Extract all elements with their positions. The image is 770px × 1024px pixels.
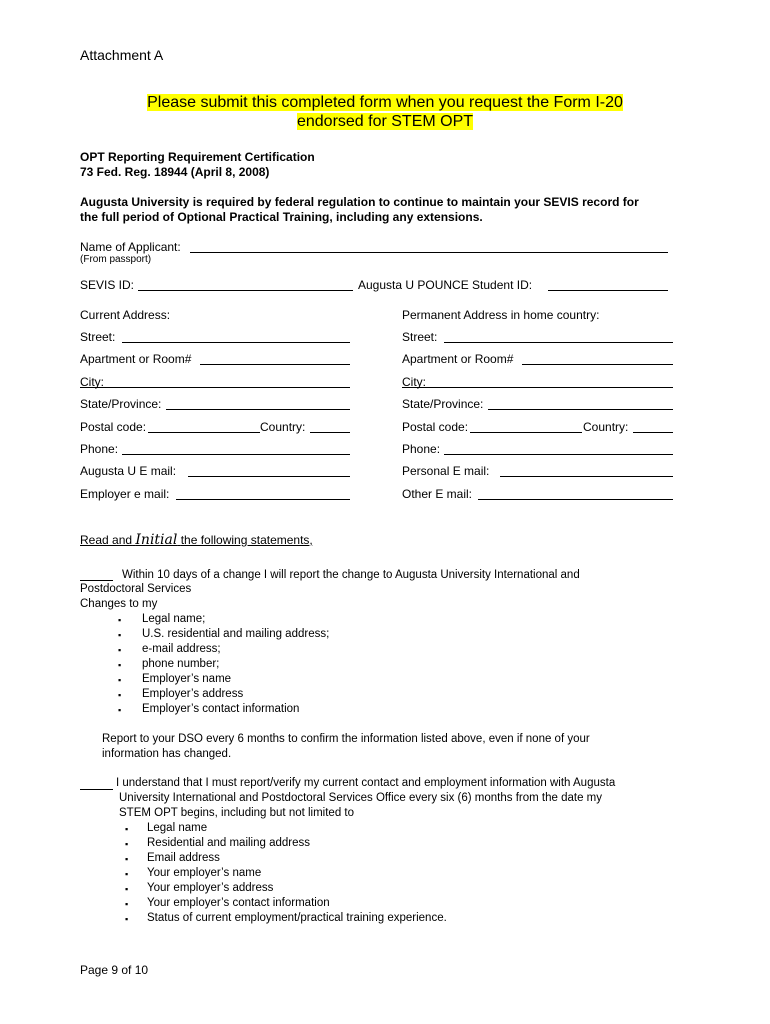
initial-field-1[interactable] xyxy=(80,580,113,581)
permanent-postal-field[interactable] xyxy=(470,432,582,433)
page-number: Page 9 of 10 xyxy=(80,963,149,977)
permanent-country-field[interactable] xyxy=(633,432,673,433)
read-and-initial-instruction xyxy=(80,532,313,548)
current-city-field[interactable] xyxy=(80,387,350,388)
list-item-text: Employer’s address xyxy=(142,688,244,700)
bullet-icon: ▪ xyxy=(118,645,122,655)
personal-email-label: Personal E mail: xyxy=(402,464,490,478)
list-item-text: Employer’s contact information xyxy=(142,703,300,715)
permanent-apartment-field[interactable] xyxy=(522,364,673,365)
certification-title: OPT Reporting Requirement Certification xyxy=(80,150,315,164)
bullet-icon: ▪ xyxy=(125,884,129,894)
list-item-text: U.S. residential and mailing address; xyxy=(142,628,330,640)
permanent-state-field[interactable] xyxy=(488,409,673,410)
bullet-icon: ▪ xyxy=(125,899,129,909)
list-item-text: Residential and mailing address xyxy=(147,837,311,849)
bullet-icon: ▪ xyxy=(118,690,122,700)
personal-email-field[interactable] xyxy=(500,476,673,477)
bullet-icon: ▪ xyxy=(125,839,129,849)
permanent-phone-field[interactable] xyxy=(444,454,673,455)
bullet-icon: ▪ xyxy=(125,914,129,924)
list-item-text: Legal name; xyxy=(142,613,206,625)
certification-intro-2: the full period of Optional Practical Training, including any extensions. xyxy=(80,210,483,224)
statement-1-line-3: Changes to my xyxy=(80,598,158,610)
sevis-id-field[interactable] xyxy=(138,290,353,291)
current-state-label: State/Province: xyxy=(80,397,162,411)
list-item-text: Status of current employment/practical training experience. xyxy=(147,912,447,924)
sevis-id-label: SEVIS ID: xyxy=(80,278,135,292)
statement-2-line-3: STEM OPT begins, including but not limited to xyxy=(119,807,355,819)
certification-reg: 73 Fed. Reg. 18944 (April 8, 2008) xyxy=(80,165,270,179)
banner-line-2: endorsed for STEM OPT xyxy=(296,113,474,130)
current-phone-label: Phone: xyxy=(80,442,119,456)
list-item-text: Email address xyxy=(147,852,220,864)
current-street-label: Street: xyxy=(80,330,116,344)
permanent-apartment-label: Apartment or Room# xyxy=(402,352,514,366)
current-apartment-field[interactable] xyxy=(200,364,350,365)
list-item-text: Employer’s name xyxy=(142,673,232,685)
banner-line-1: Please submit this completed form when you request the Form I-20 xyxy=(147,94,623,111)
bullet-icon: ▪ xyxy=(118,705,122,715)
initial-field-2[interactable] xyxy=(80,789,113,790)
bullet-icon: ▪ xyxy=(125,854,129,864)
current-postal-field[interactable] xyxy=(148,432,260,433)
certification-intro-1: Augusta University is required by federal regulation to continue to maintain your SEVIS record for xyxy=(80,195,639,209)
permanent-country-label: Country: xyxy=(583,420,629,434)
report-line-2: information has changed. xyxy=(102,748,232,760)
statement-1-line-1: Within 10 days of a change I will report the change to Augusta University International and xyxy=(122,569,580,581)
list-item-text: e-mail address; xyxy=(142,643,221,655)
list-item-text: Your employer’s contact information xyxy=(147,897,330,909)
permanent-address-heading: Permanent Address in home country: xyxy=(402,308,600,322)
bullet-icon: ▪ xyxy=(118,660,122,670)
bullet-icon: ▪ xyxy=(118,630,122,640)
current-phone-field[interactable] xyxy=(122,454,350,455)
name-of-applicant-label: Name of Applicant: xyxy=(80,240,181,254)
statement-1-line-2: Postdoctoral Services xyxy=(80,583,192,595)
permanent-street-field[interactable] xyxy=(444,342,673,343)
pounce-id-label: Augusta U POUNCE Student ID: xyxy=(358,278,533,292)
permanent-postal-label: Postal code: xyxy=(402,420,469,434)
report-line-1: Report to your DSO every 6 months to confirm the information listed above, even if none of your xyxy=(102,733,590,745)
current-city-label: City: xyxy=(80,375,104,389)
name-of-applicant-note: (From passport) xyxy=(80,254,152,265)
current-apartment-label: Apartment or Room# xyxy=(80,352,192,366)
current-state-field[interactable] xyxy=(166,409,350,410)
list-item-text: Your employer’s address xyxy=(147,882,274,894)
bullet-icon: ▪ xyxy=(125,869,129,879)
permanent-street-label: Street: xyxy=(402,330,438,344)
list-item-text: Your employer’s name xyxy=(147,867,262,879)
current-country-label: Country: xyxy=(260,420,306,434)
augusta-email-label: Augusta U E mail: xyxy=(80,464,177,478)
bullet-icon: ▪ xyxy=(125,824,129,834)
list-item-text: Legal name xyxy=(147,822,208,834)
current-address-heading: Current Address: xyxy=(80,308,171,322)
read-suffix: the following statements, xyxy=(180,533,313,547)
permanent-city-field[interactable] xyxy=(402,387,673,388)
other-email-field[interactable] xyxy=(478,499,673,500)
name-of-applicant-field[interactable] xyxy=(190,252,668,253)
read-prefix: Read and xyxy=(80,533,133,547)
bullet-icon: ▪ xyxy=(118,615,122,625)
current-country-field[interactable] xyxy=(310,432,350,433)
permanent-phone-label: Phone: xyxy=(402,442,441,456)
submission-banner xyxy=(0,94,770,131)
list-item-text: phone number; xyxy=(142,658,220,670)
employer-email-label: Employer e mail: xyxy=(80,487,170,501)
employer-email-field[interactable] xyxy=(176,499,350,500)
other-email-label: Other E mail: xyxy=(402,487,473,501)
permanent-state-label: State/Province: xyxy=(402,397,484,411)
permanent-city-label: City: xyxy=(402,375,426,389)
pounce-id-field[interactable] xyxy=(548,290,668,291)
statement-2-line-2: University International and Postdoctoral Services Office every six (6) months from the date my xyxy=(119,792,602,804)
augusta-email-field[interactable] xyxy=(188,476,350,477)
current-street-field[interactable] xyxy=(122,342,350,343)
bullet-icon: ▪ xyxy=(118,675,122,685)
attachment-label: Attachment A xyxy=(80,47,164,63)
current-postal-label: Postal code: xyxy=(80,420,147,434)
statement-2-line-1: I understand that I must report/verify my current contact and employment information with Augusta xyxy=(116,777,616,789)
initial-word: Initial xyxy=(135,532,178,548)
